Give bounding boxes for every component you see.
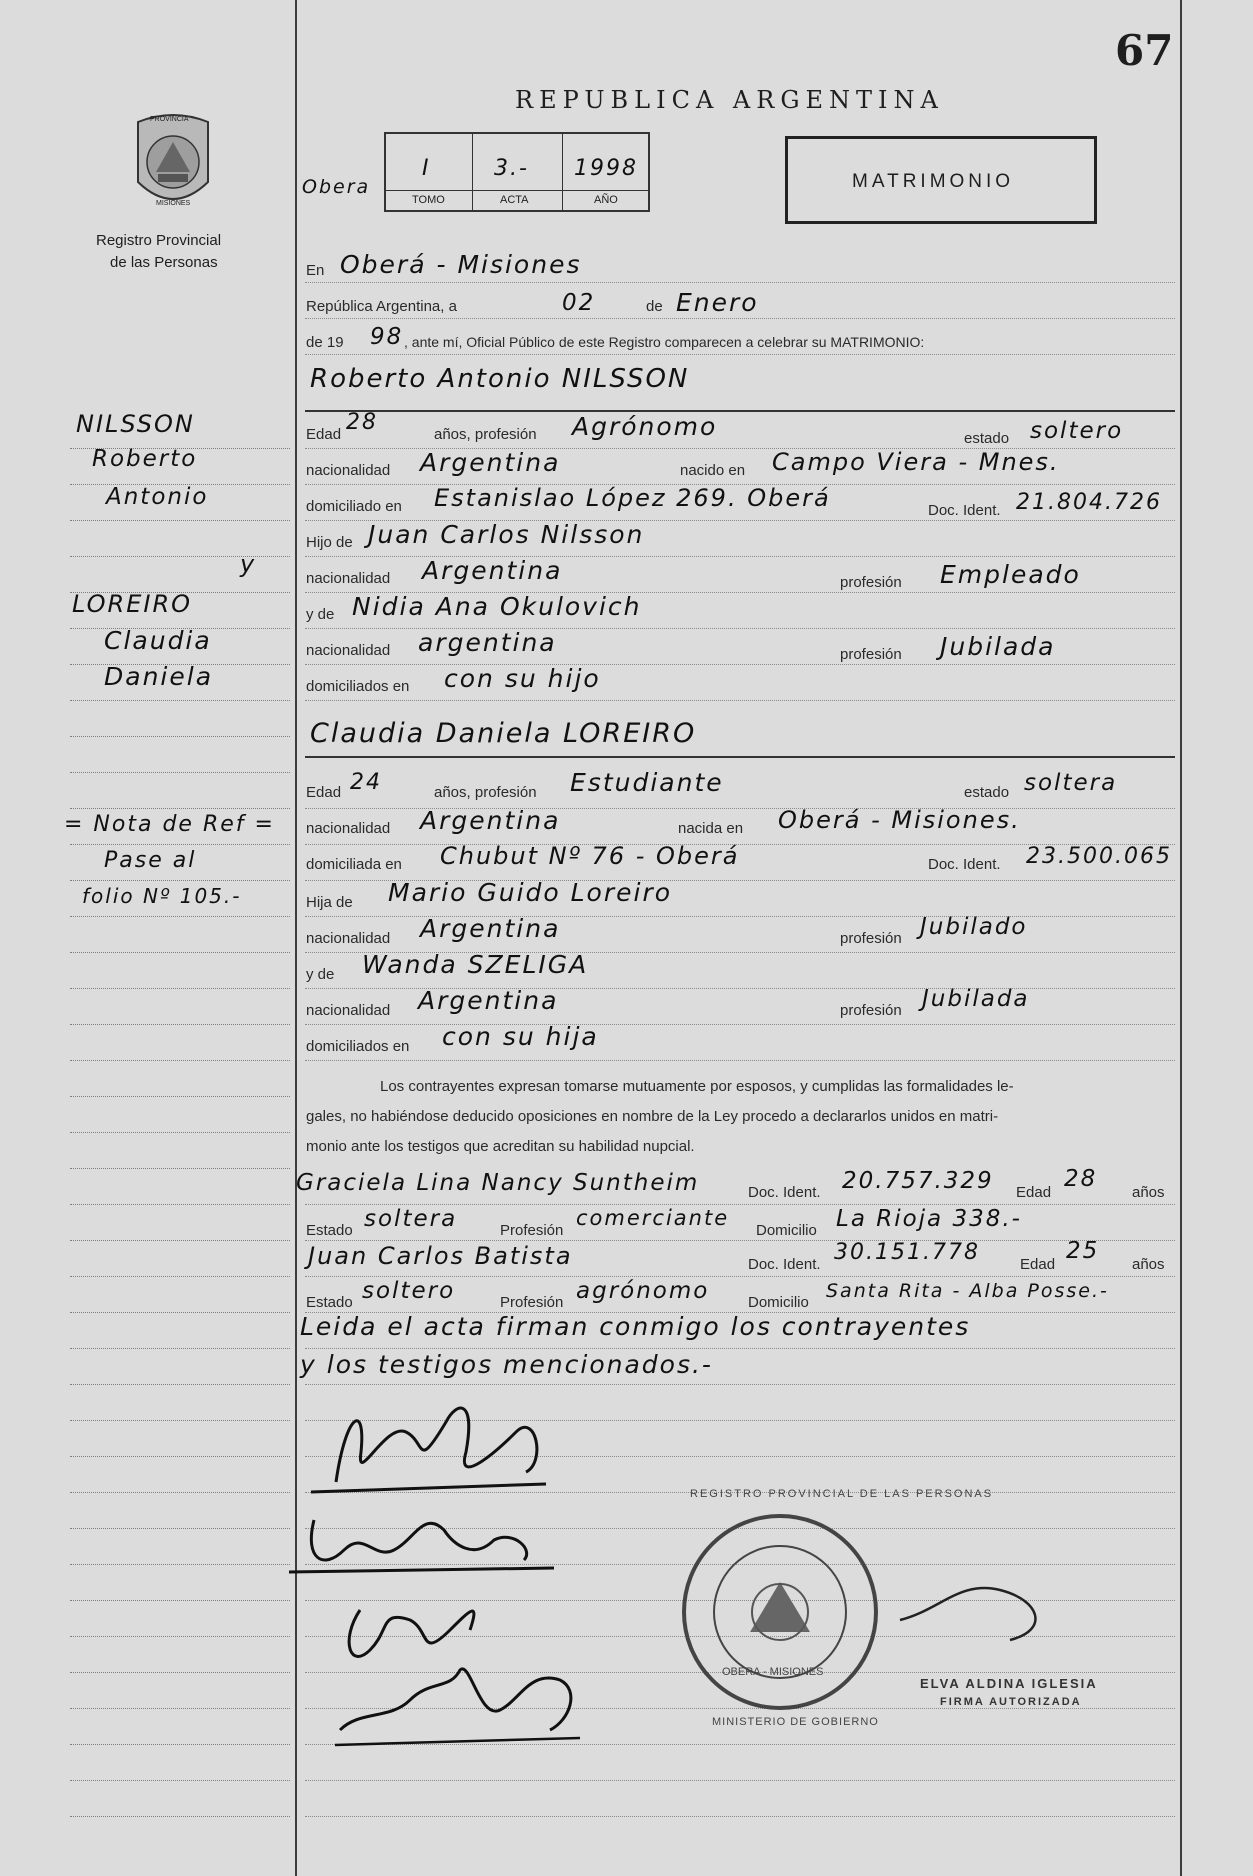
bride-padre-nac: Argentina [420,914,561,943]
witness1-name: Graciela Lina Nancy Suntheim [296,1170,700,1196]
registry-line1: Registro Provincial [96,232,222,249]
bride-prof-label: años, profesión [434,784,537,801]
groom-yde-label: y de [306,606,335,623]
margin-note2: Pase al [104,848,197,873]
en-label: En [306,262,325,279]
bride-padre-nac-label: nacionalidad [306,930,391,947]
groom-domic-label: domiciliados en [306,678,410,695]
place-handwritten: Obera [302,176,371,198]
bride-madre-nac-label: nacionalidad [306,1002,391,1019]
intro-text: , ante mí, Oficial Público de este Registro comparecen a celebrar su MATRIMONIO: [404,334,925,350]
right-border [1180,0,1182,1876]
seal-bottom-text: MISIONES [156,200,191,207]
signature-witness2 [330,1650,600,1760]
margin-first1a: Roberto [92,446,198,472]
witness1-estado-label: Estado [306,1222,353,1239]
groom-madre-prof: Jubilada [940,632,1056,661]
year-prefix: de 19 [306,334,344,351]
country-title: REPUBLICA ARGENTINA [515,86,944,114]
bride-rule [305,756,1175,758]
official-stamp [680,1512,880,1712]
matrimonio-box [785,136,1097,224]
witness2-name: Juan Carlos Batista [308,1242,573,1270]
groom-full-name: Roberto Antonio NILSSON [310,364,690,394]
record-box [384,132,650,212]
witness2-dom: Santa Rita - Alba Posse.- [826,1280,1109,1302]
seal-top-text: PROVINCIA [150,116,189,123]
groom-doc-label: Doc. Ident. [928,502,1001,519]
groom-madre-nac: argentina [418,628,557,657]
groom-edad-label: Edad [306,426,342,443]
folio-number: 67 [1115,26,1174,75]
witness2-doc-label: Doc. Ident. [748,1256,821,1273]
margin-first1b: Antonio [106,484,209,510]
closing-line2: y los testigos mencionados.- [300,1350,713,1379]
witness2-edad-label: Edad [1020,1256,1056,1273]
bride-madre-prof: Jubilada [922,986,1030,1012]
groom-madre-nac-label: nacionalidad [306,642,391,659]
margin-first2a: Claudia [104,626,212,655]
witness2-prof: agrónomo [576,1278,710,1304]
witness1-anos-label: años [1132,1184,1165,1201]
bride-madre: Wanda SZELIGA [362,950,589,979]
left-margin-border [295,0,297,1876]
intro-place: Oberá - Misiones [340,250,582,279]
officer-title: FIRMA AUTORIZADA [940,1696,1082,1708]
margin-connector: y [240,550,257,578]
groom-domicilio: Estanislao López 269. Oberá [434,484,831,512]
signature-groom [306,1392,556,1502]
groom-padre-nac: Argentina [422,556,563,585]
rep-label: República Argentina, a [306,298,457,315]
groom-estado-label: estado [964,430,1010,447]
witness2-doc: 30.151.778 [834,1240,980,1265]
act-type: MATRIMONIO [852,171,1015,192]
witness2-estado: soltero [362,1278,456,1304]
groom-padre-nac-label: nacionalidad [306,570,391,587]
ano-label: AÑO [594,194,618,206]
groom-nacionalidad: Argentina [420,448,561,477]
year-suffix: 98 [370,324,404,350]
bride-edad-label: Edad [306,784,342,801]
groom-nacido: Campo Viera - Mnes. [772,448,1060,476]
groom-padre-prof: Empleado [940,560,1081,589]
witness2-dom-label: Domicilio [748,1294,809,1311]
bride-full-name: Claudia Daniela LOREIRO [310,718,697,749]
bride-doc-label: Doc. Ident. [928,856,1001,873]
witness1-dom: La Rioja 338.- [836,1206,1022,1232]
groom-rule [305,410,1175,412]
witness1-prof-label: Profesión [500,1222,564,1239]
bride-hija-label: Hija de [306,894,353,911]
bride-doc: 23.500.065 [1026,844,1172,869]
declaration-line2: gales, no habiéndose deducido oposiciones en nombre de la Ley procedo a declararlos unidos en matri- [306,1108,999,1125]
officer-name: ELVA ALDINA IGLESIA [920,1676,1098,1691]
groom-profesion: Agrónomo [572,412,718,441]
bride-profesion: Estudiante [570,768,724,797]
witness2-prof-label: Profesión [500,1294,564,1311]
bride-domic: con su hija [442,1022,599,1051]
bride-domicilio: Chubut Nº 76 - Oberá [440,842,740,870]
margin-first2b: Daniela [104,662,214,691]
witness2-anos-label: años [1132,1256,1165,1273]
witness1-prof: comerciante [576,1206,730,1230]
declaration-line1: Los contrayentes expresan tomarse mutuamente por esposos, y cumplidas las formalidades le- [380,1078,1014,1095]
bride-padre-prof-label: profesión [840,930,902,947]
groom-padre: Juan Carlos Nilsson [368,520,645,549]
bride-madre-nac: Argentina [418,986,559,1015]
intro-month: Enero [676,288,759,317]
bride-madre-prof-label: profesión [840,1002,902,1019]
bride-nac-label: nacionalidad [306,820,391,837]
witness1-doc-label: Doc. Ident. [748,1184,821,1201]
groom-madre: Nidia Ana Okulovich [352,592,642,621]
witness1-estado: soltera [364,1206,458,1232]
groom-edad: 28 [346,410,378,435]
intro-day: 02 [562,290,596,316]
margin-note3: folio Nº 105.- [82,884,242,908]
stamp-ministry: MINISTERIO DE GOBIERNO [712,1716,879,1728]
bride-domic-label: domiciliados en [306,1038,410,1055]
acta-label: ACTA [500,194,529,206]
bride-dom-label: domiciliada en [306,856,402,873]
closing-line1: Leida el acta firman conmigo los contrayentes [300,1312,971,1341]
witness2-edad: 25 [1066,1238,1100,1264]
bride-nacida: Oberá - Misiones. [778,806,1021,834]
groom-hijo-label: Hijo de [306,534,353,551]
groom-madre-prof-label: profesión [840,646,902,663]
margin-surname2: LOREIRO [72,590,193,618]
signature-bride [284,1500,564,1580]
groom-prof-label: años, profesión [434,426,537,443]
witness1-doc: 20.757.329 [842,1168,994,1194]
witness1-edad: 28 [1064,1166,1098,1192]
tomo-label: TOMO [412,194,445,206]
groom-dom-label: domiciliado en [306,498,402,515]
acta-value: 3.- [494,156,529,181]
groom-doc: 21.804.726 [1016,490,1162,515]
bride-estado-label: estado [964,784,1010,801]
declaration-line3: monio ante los testigos que acreditan su habilidad nupcial. [306,1138,695,1155]
groom-nac-label: nacionalidad [306,462,391,479]
bride-nacida-label: nacida en [678,820,744,837]
de-label: de [646,298,663,315]
stamp-ring-text: REGISTRO PROVINCIAL DE LAS PERSONAS [690,1488,994,1500]
groom-nacido-label: nacido en [680,462,746,479]
groom-domic: con su hijo [444,664,601,693]
bride-yde-label: y de [306,966,335,983]
bride-padre-prof: Jubilado [920,914,1028,940]
bride-edad: 24 [350,770,382,795]
margin-surname1: NILSSON [76,410,195,438]
ano-value: 1998 [574,156,638,181]
stamp-inner-bottom: OBERA - MISIONES [722,1666,824,1678]
bride-padre: Mario Guido Loreiro [388,878,673,907]
witness1-dom-label: Domicilio [756,1222,817,1239]
bride-estado: soltera [1024,770,1118,796]
registry-line2: de las Personas [110,254,218,271]
margin-note1: = Nota de Ref = [64,812,275,837]
signature-officer [880,1560,1080,1650]
bride-nacionalidad: Argentina [420,806,561,835]
groom-estado: soltero [1030,418,1124,444]
witness1-edad-label: Edad [1016,1184,1052,1201]
tomo-value: I [422,156,431,181]
witness2-estado-label: Estado [306,1294,353,1311]
groom-padre-prof-label: profesión [840,574,902,591]
